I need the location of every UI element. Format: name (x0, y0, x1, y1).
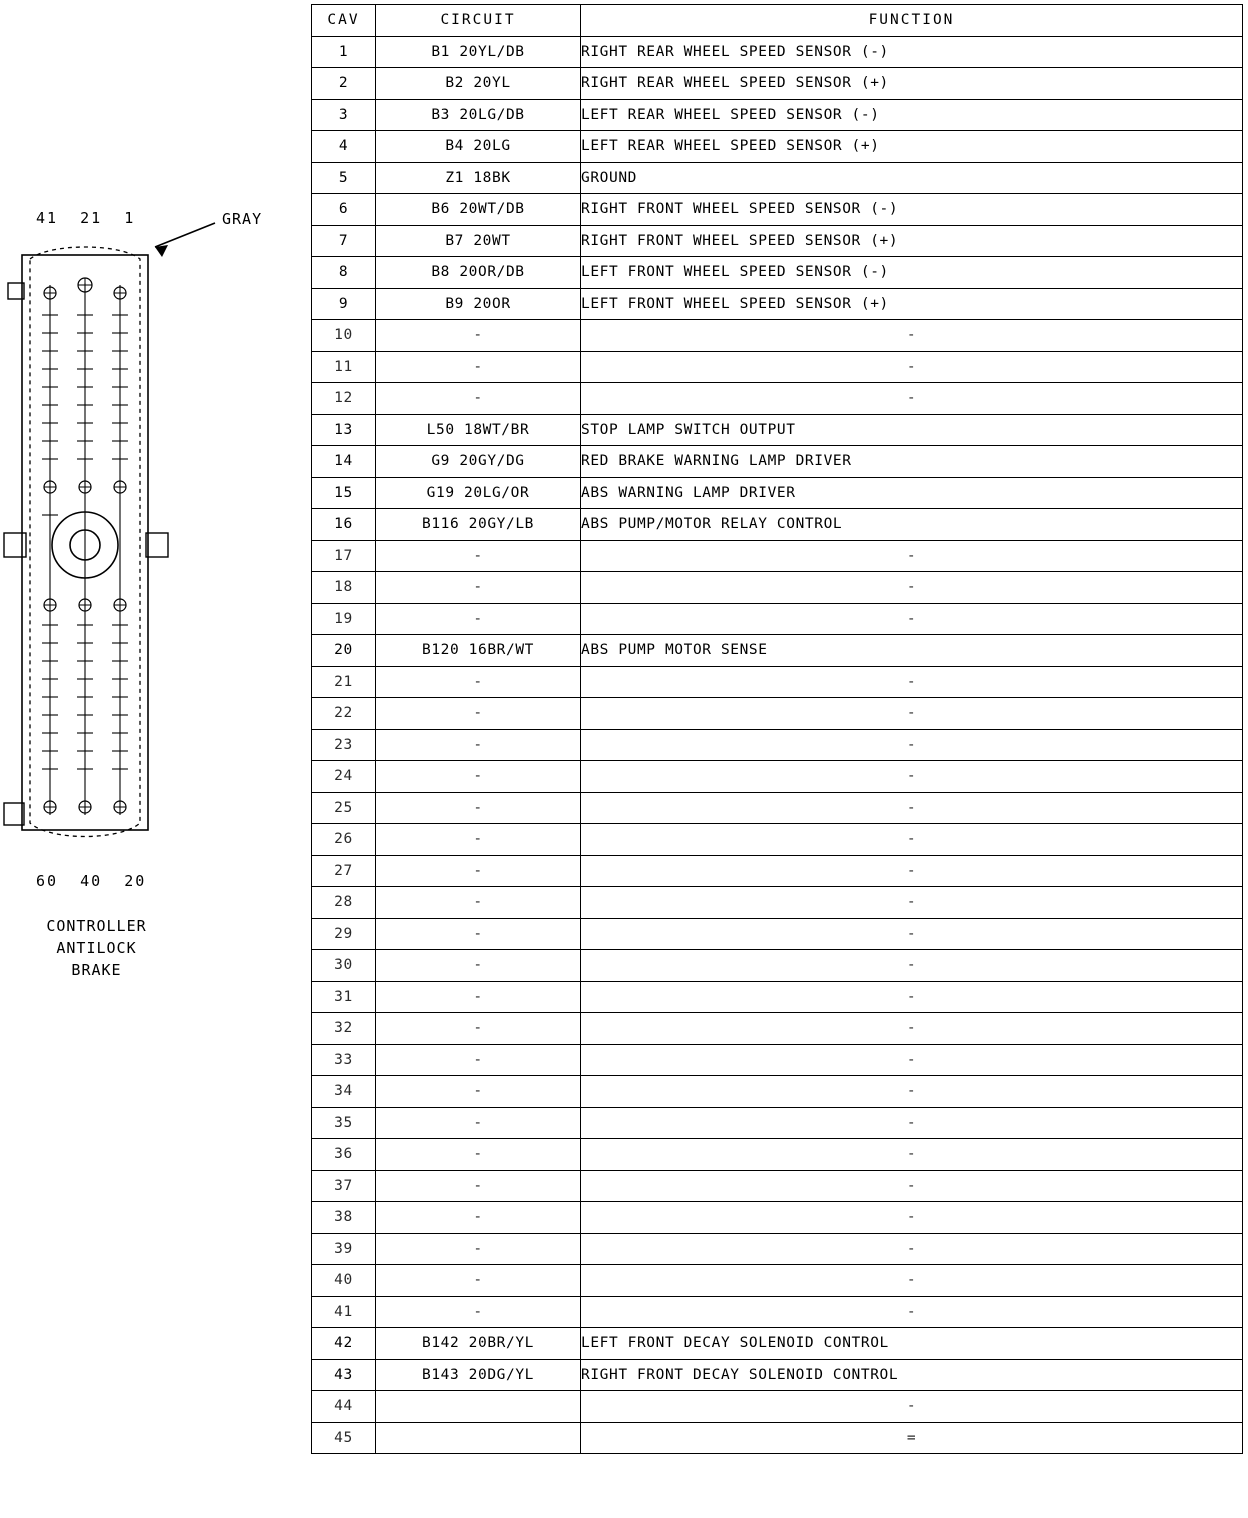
table-row (312, 162, 1243, 194)
cell-function: - (581, 383, 1243, 415)
cell-circuit: - (376, 1139, 581, 1171)
cell-cav: 14 (312, 446, 376, 478)
cell-cav: 21 (312, 666, 376, 698)
cell-cav: 8 (312, 257, 376, 289)
table-row (312, 509, 1243, 541)
cell-circuit: B7 20WT (376, 225, 581, 257)
cell-circuit: - (376, 887, 581, 919)
cell-function: RIGHT REAR WHEEL SPEED SENSOR (-) (581, 36, 1243, 68)
cell-function: - (581, 1233, 1243, 1265)
cell-circuit: - (376, 918, 581, 950)
cell-circuit: G19 20LG/OR (376, 477, 581, 509)
cell-cav: 11 (312, 351, 376, 383)
cell-circuit: - (376, 792, 581, 824)
cell-circuit: B4 20LG (376, 131, 581, 163)
table-row (312, 68, 1243, 100)
cell-function: RED BRAKE WARNING LAMP DRIVER (581, 446, 1243, 478)
cell-circuit: - (376, 824, 581, 856)
cell-function: LEFT REAR WHEEL SPEED SENSOR (+) (581, 131, 1243, 163)
cell-function: STOP LAMP SWITCH OUTPUT (581, 414, 1243, 446)
table-row (312, 1044, 1243, 1076)
cell-function: - (581, 1296, 1243, 1328)
table-row (312, 446, 1243, 478)
cell-function: RIGHT FRONT WHEEL SPEED SENSOR (+) (581, 225, 1243, 257)
table-row (312, 1202, 1243, 1234)
cell-circuit: - (376, 320, 581, 352)
table-row (312, 477, 1243, 509)
cell-circuit: - (376, 1202, 581, 1234)
cell-function: - (581, 887, 1243, 919)
table-row (312, 257, 1243, 289)
table-row (312, 635, 1243, 667)
table-row (312, 1139, 1243, 1171)
cell-function: - (581, 1170, 1243, 1202)
cell-circuit: - (376, 698, 581, 730)
cell-cav: 25 (312, 792, 376, 824)
cell-function: - (581, 761, 1243, 793)
cell-circuit (376, 1422, 581, 1454)
table-row (312, 666, 1243, 698)
cell-circuit: - (376, 1076, 581, 1108)
table-row (312, 194, 1243, 226)
cell-cav: 30 (312, 950, 376, 982)
cell-circuit: - (376, 603, 581, 635)
table-row (312, 1170, 1243, 1202)
cell-function: ABS PUMP/MOTOR RELAY CONTROL (581, 509, 1243, 541)
cell-cav: 1 (312, 36, 376, 68)
cell-function: - (581, 824, 1243, 856)
cell-cav: 40 (312, 1265, 376, 1297)
cell-cav: 12 (312, 383, 376, 415)
cell-function: - (581, 1391, 1243, 1423)
table-row (312, 572, 1243, 604)
connector-bottom-pin-labels: 60 40 20 (36, 872, 147, 890)
cell-cav: 18 (312, 572, 376, 604)
cell-circuit: - (376, 1013, 581, 1045)
cell-cav: 34 (312, 1076, 376, 1108)
cell-cav: 45 (312, 1422, 376, 1454)
table-row (312, 918, 1243, 950)
cell-cav: 43 (312, 1359, 376, 1391)
cell-cav: 28 (312, 887, 376, 919)
cell-circuit: - (376, 761, 581, 793)
cell-function: - (581, 918, 1243, 950)
cell-circuit: Z1 18BK (376, 162, 581, 194)
cell-cav: 36 (312, 1139, 376, 1171)
cell-cav: 22 (312, 698, 376, 730)
cell-cav: 5 (312, 162, 376, 194)
cell-function: - (581, 572, 1243, 604)
table-row (312, 792, 1243, 824)
cell-cav: 31 (312, 981, 376, 1013)
cell-circuit: L50 18WT/BR (376, 414, 581, 446)
table-row (312, 1233, 1243, 1265)
header-cav: CAV (312, 5, 376, 37)
cell-cav: 35 (312, 1107, 376, 1139)
table-row (312, 225, 1243, 257)
cell-cav: 17 (312, 540, 376, 572)
table-row (312, 950, 1243, 982)
table-row (312, 1265, 1243, 1297)
cell-cav: 9 (312, 288, 376, 320)
cell-circuit: - (376, 351, 581, 383)
cell-circuit: - (376, 950, 581, 982)
cell-cav: 10 (312, 320, 376, 352)
cell-function: - (581, 1265, 1243, 1297)
cell-function: - (581, 351, 1243, 383)
cell-function: LEFT FRONT DECAY SOLENOID CONTROL (581, 1328, 1243, 1360)
cell-function: - (581, 1139, 1243, 1171)
cell-cav: 32 (312, 1013, 376, 1045)
cell-circuit: - (376, 981, 581, 1013)
cell-circuit: B1 20YL/DB (376, 36, 581, 68)
cell-cav: 26 (312, 824, 376, 856)
cell-function: - (581, 981, 1243, 1013)
cell-circuit: - (376, 383, 581, 415)
cell-function: RIGHT FRONT WHEEL SPEED SENSOR (-) (581, 194, 1243, 226)
cell-function: - (581, 729, 1243, 761)
cell-function: - (581, 1013, 1243, 1045)
table-row (312, 36, 1243, 68)
cell-cav: 44 (312, 1391, 376, 1423)
table-row (312, 320, 1243, 352)
caption-line-3: BRAKE (71, 961, 122, 979)
cell-cav: 2 (312, 68, 376, 100)
table-row (312, 1328, 1243, 1360)
table-row (312, 1359, 1243, 1391)
cell-function: RIGHT REAR WHEEL SPEED SENSOR (+) (581, 68, 1243, 100)
cell-function: - (581, 1044, 1243, 1076)
caption-line-1: CONTROLLER (46, 917, 147, 935)
cell-cav: 24 (312, 761, 376, 793)
table-row (312, 1422, 1243, 1454)
cell-cav: 19 (312, 603, 376, 635)
cell-circuit: B142 20BR/YL (376, 1328, 581, 1360)
cell-circuit: G9 20GY/DG (376, 446, 581, 478)
cell-function: - (581, 1107, 1243, 1139)
table-row (312, 824, 1243, 856)
table-row (312, 887, 1243, 919)
table-row (312, 761, 1243, 793)
cell-cav: 37 (312, 1170, 376, 1202)
cell-cav: 42 (312, 1328, 376, 1360)
cell-cav: 41 (312, 1296, 376, 1328)
table-row (312, 131, 1243, 163)
header-circuit: CIRCUIT (376, 5, 581, 37)
cell-cav: 16 (312, 509, 376, 541)
cell-cav: 20 (312, 635, 376, 667)
cell-circuit: B9 20OR (376, 288, 581, 320)
table-row (312, 729, 1243, 761)
cell-function: LEFT FRONT WHEEL SPEED SENSOR (+) (581, 288, 1243, 320)
cell-cav: 27 (312, 855, 376, 887)
cell-function: ABS PUMP MOTOR SENSE (581, 635, 1243, 667)
cell-function: - (581, 950, 1243, 982)
cell-circuit: - (376, 1170, 581, 1202)
cell-cav: 13 (312, 414, 376, 446)
cell-circuit: - (376, 1107, 581, 1139)
cell-circuit: - (376, 1265, 581, 1297)
cell-function: - (581, 320, 1243, 352)
table-row (312, 1296, 1243, 1328)
cell-circuit: B120 16BR/WT (376, 635, 581, 667)
table-row (312, 414, 1243, 446)
cell-function: = (581, 1422, 1243, 1454)
cell-function: - (581, 792, 1243, 824)
cell-cav: 39 (312, 1233, 376, 1265)
cell-circuit: - (376, 855, 581, 887)
cell-cav: 7 (312, 225, 376, 257)
table-header-row (312, 5, 1243, 37)
connector-caption (14, 915, 179, 981)
cell-function: LEFT REAR WHEEL SPEED SENSOR (-) (581, 99, 1243, 131)
cell-function: - (581, 855, 1243, 887)
table-row (312, 698, 1243, 730)
cell-function: - (581, 698, 1243, 730)
table-row (312, 855, 1243, 887)
table-row (312, 1391, 1243, 1423)
cell-circuit: B3 20LG/DB (376, 99, 581, 131)
cell-circuit: - (376, 1044, 581, 1076)
table-row (312, 99, 1243, 131)
cell-cav: 38 (312, 1202, 376, 1234)
table-row (312, 288, 1243, 320)
connector-top-pin-labels: 41 21 1 (36, 209, 136, 227)
cavity-pinout-table (311, 4, 1243, 1454)
cell-function: - (581, 603, 1243, 635)
table-row (312, 1013, 1243, 1045)
connector-diagram (0, 0, 308, 1518)
cell-function: LEFT FRONT WHEEL SPEED SENSOR (-) (581, 257, 1243, 289)
header-function: FUNCTION (581, 5, 1243, 37)
cell-function: - (581, 666, 1243, 698)
cell-cav: 29 (312, 918, 376, 950)
table-row (312, 603, 1243, 635)
cell-cav: 33 (312, 1044, 376, 1076)
cell-circuit (376, 1391, 581, 1423)
cell-circuit: - (376, 729, 581, 761)
cell-function: - (581, 540, 1243, 572)
cell-function: GROUND (581, 162, 1243, 194)
cell-circuit: B116 20GY/LB (376, 509, 581, 541)
cell-cav: 6 (312, 194, 376, 226)
cell-circuit: B6 20WT/DB (376, 194, 581, 226)
cell-circuit: - (376, 666, 581, 698)
cell-cav: 15 (312, 477, 376, 509)
cell-cav: 4 (312, 131, 376, 163)
table-row (312, 351, 1243, 383)
cell-circuit: - (376, 572, 581, 604)
table-row (312, 540, 1243, 572)
table-row (312, 383, 1243, 415)
cell-circuit: B8 20OR/DB (376, 257, 581, 289)
cell-function: - (581, 1202, 1243, 1234)
cell-function: - (581, 1076, 1243, 1108)
cell-cav: 23 (312, 729, 376, 761)
table-row (312, 981, 1243, 1013)
table-row (312, 1107, 1243, 1139)
connector-color-label: GRAY (222, 210, 263, 228)
table-row (312, 1076, 1243, 1108)
cell-circuit: - (376, 1233, 581, 1265)
cell-function: RIGHT FRONT DECAY SOLENOID CONTROL (581, 1359, 1243, 1391)
cell-circuit: B2 20YL (376, 68, 581, 100)
caption-line-2: ANTILOCK (56, 939, 137, 957)
cell-circuit: - (376, 540, 581, 572)
cell-circuit: - (376, 1296, 581, 1328)
cell-circuit: B143 20DG/YL (376, 1359, 581, 1391)
cell-cav: 3 (312, 99, 376, 131)
cell-function: ABS WARNING LAMP DRIVER (581, 477, 1243, 509)
